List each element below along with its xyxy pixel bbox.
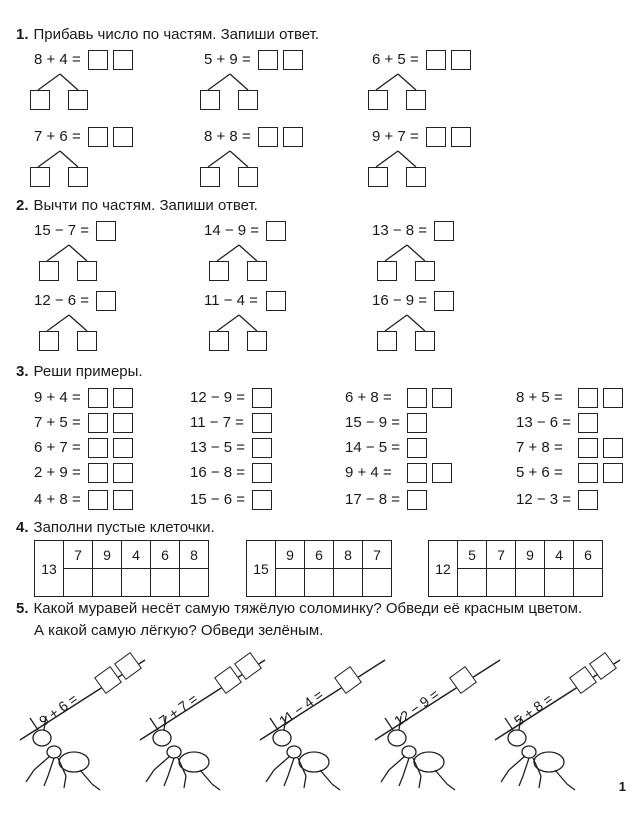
split-line-right <box>398 74 416 90</box>
split-line-right <box>69 245 87 261</box>
ant-icon <box>146 716 220 790</box>
answer-box[interactable] <box>88 413 108 433</box>
table-value-cell: 6 <box>151 541 180 569</box>
table-value-cell: 4 <box>122 541 151 569</box>
task1-number: 1. <box>16 26 29 43</box>
answer-box[interactable] <box>88 463 108 483</box>
task2-expression: 11 − 4 = <box>204 292 258 309</box>
task3-expression: 7 + 5 = <box>34 414 81 431</box>
answer-box[interactable] <box>88 438 108 458</box>
answer-box[interactable] <box>603 438 623 458</box>
ant-expression: 9 + 6 = <box>36 690 81 729</box>
answer-box[interactable] <box>407 490 427 510</box>
table-value-cell: 7 <box>64 541 93 569</box>
answer-box[interactable] <box>252 388 272 408</box>
task3-expression: 12 − 9 = <box>190 389 246 406</box>
table-value-cell: 7 <box>487 541 516 569</box>
task3-expression: 9 + 4 = <box>34 389 81 406</box>
answer-box[interactable] <box>451 50 471 70</box>
table-value-cell: 5 <box>458 541 487 569</box>
task1-expression: 7 + 6 = <box>34 128 81 145</box>
split-part-box[interactable] <box>30 167 50 187</box>
answer-box[interactable] <box>96 221 116 241</box>
answer-box[interactable] <box>113 50 133 70</box>
split-part-box[interactable] <box>406 90 426 110</box>
split-line-left <box>208 151 230 167</box>
split-part-box[interactable] <box>30 90 50 110</box>
split-line-left <box>38 74 60 90</box>
task1-expression: 5 + 9 = <box>204 51 251 68</box>
ant-icon <box>26 716 100 790</box>
answer-box[interactable] <box>432 463 452 483</box>
split-line-left <box>208 74 230 90</box>
split-line-left <box>385 245 407 261</box>
split-line-left <box>217 245 239 261</box>
answer-box[interactable] <box>407 413 427 433</box>
split-line-right <box>69 315 87 331</box>
answer-box[interactable] <box>113 413 133 433</box>
split-line-right <box>407 315 425 331</box>
answer-box[interactable] <box>113 463 133 483</box>
answer-box[interactable] <box>266 291 286 311</box>
task3-expression: 14 − 5 = <box>345 439 401 456</box>
table-lead-number: 13 <box>35 541 64 597</box>
answer-box[interactable] <box>578 388 598 408</box>
split-part-box[interactable] <box>77 331 97 351</box>
answer-box[interactable] <box>88 127 108 147</box>
answer-box[interactable] <box>88 388 108 408</box>
task3-expression: 7 + 8 = <box>516 439 563 456</box>
task2-expression: 16 − 9 = <box>372 292 428 309</box>
split-line-right <box>230 74 248 90</box>
answer-box[interactable] <box>283 50 303 70</box>
split-part-box[interactable] <box>77 261 97 281</box>
answer-box[interactable] <box>252 438 272 458</box>
answer-box[interactable] <box>603 388 623 408</box>
split-line-right <box>239 245 257 261</box>
task3-expression: 6 + 8 = <box>345 389 392 406</box>
answer-box[interactable] <box>578 413 598 433</box>
split-line-left <box>217 315 239 331</box>
answer-box[interactable] <box>578 463 598 483</box>
table-value-cell: 9 <box>93 541 122 569</box>
answer-box[interactable] <box>258 50 278 70</box>
split-line-right <box>398 151 416 167</box>
task3-expression: 17 − 8 = <box>345 491 401 508</box>
task5-number: 5. <box>16 600 29 617</box>
task2-expression: 14 − 9 = <box>204 222 260 239</box>
answer-box[interactable] <box>88 50 108 70</box>
table-value-cell: 8 <box>334 541 363 569</box>
task5-line2: А какой самую лёгкую? Обведи зелёным. <box>34 622 324 639</box>
task3-expression: 16 − 8 = <box>190 464 246 481</box>
answer-box[interactable] <box>252 413 272 433</box>
task2-expression: 13 − 8 = <box>372 222 428 239</box>
task3-expression: 13 − 5 = <box>190 439 246 456</box>
split-part-box[interactable] <box>68 167 88 187</box>
split-part-box[interactable] <box>406 167 426 187</box>
table-value-cell: 9 <box>276 541 305 569</box>
task3-expression: 15 − 9 = <box>345 414 401 431</box>
task3-expression: 4 + 8 = <box>34 491 81 508</box>
task1-expression: 8 + 4 = <box>34 51 81 68</box>
answer-box[interactable] <box>426 50 446 70</box>
task3-expression: 12 − 3 = <box>516 491 572 508</box>
table-value-cell: 7 <box>363 541 392 569</box>
split-line-left <box>376 74 398 90</box>
ant-expression: 12 − 9 = <box>391 685 442 729</box>
split-line-left <box>385 315 407 331</box>
table-lead-number: 12 <box>429 541 458 597</box>
task3-expression: 9 + 4 = <box>345 464 392 481</box>
task3-expression: 13 − 6 = <box>516 414 572 431</box>
task3-expression: 11 − 7 = <box>190 414 244 431</box>
answer-box[interactable] <box>432 388 452 408</box>
split-part-box[interactable] <box>247 261 267 281</box>
table-value-cell: 8 <box>180 541 209 569</box>
answer-box[interactable] <box>407 463 427 483</box>
answer-box[interactable] <box>96 291 116 311</box>
answer-box[interactable] <box>113 388 133 408</box>
split-line-right <box>60 74 78 90</box>
table-value-cell: 4 <box>545 541 574 569</box>
task4-text: Заполни пустые клеточки. <box>33 519 215 536</box>
answer-box[interactable] <box>451 127 471 147</box>
answer-box[interactable] <box>113 127 133 147</box>
task3-expression: 2 + 9 = <box>34 464 81 481</box>
task3-text: Реши примеры. <box>33 363 143 380</box>
answer-box[interactable] <box>252 463 272 483</box>
task1-expression: 9 + 7 = <box>372 128 419 145</box>
task1-text: Прибавь число по частям. Запиши ответ. <box>33 26 319 43</box>
answer-box[interactable] <box>283 127 303 147</box>
split-part-box[interactable] <box>39 261 59 281</box>
split-line-left <box>47 245 69 261</box>
table-value-cell: 9 <box>516 541 545 569</box>
answer-box[interactable] <box>578 490 598 510</box>
ant-icon <box>501 716 575 790</box>
answer-box[interactable] <box>603 463 623 483</box>
task3-expression: 5 + 6 = <box>516 464 563 481</box>
task4-number: 4. <box>16 519 29 536</box>
answer-box[interactable] <box>113 438 133 458</box>
answer-box[interactable] <box>258 127 278 147</box>
split-line-right <box>407 245 425 261</box>
split-line-left <box>38 151 60 167</box>
split-part-box[interactable] <box>247 331 267 351</box>
split-part-box[interactable] <box>39 331 59 351</box>
split-part-box[interactable] <box>209 261 229 281</box>
split-part-box[interactable] <box>377 331 397 351</box>
split-line-left <box>47 315 69 331</box>
answer-box[interactable] <box>407 438 427 458</box>
answer-box[interactable] <box>266 221 286 241</box>
ant-expression: 7 + 7 = <box>156 690 201 729</box>
answer-box[interactable] <box>578 438 598 458</box>
split-part-box[interactable] <box>209 331 229 351</box>
task3-number: 3. <box>16 363 29 380</box>
task1-expression: 6 + 5 = <box>372 51 419 68</box>
task2-expression: 12 − 6 = <box>34 292 90 309</box>
table-value-cell: 6 <box>574 541 603 569</box>
task2-expression: 15 − 7 = <box>34 222 90 239</box>
split-line-right <box>230 151 248 167</box>
task5-line1: Какой муравей несёт самую тяжёлую соломинку? Обведи её красным цветом. <box>33 600 583 617</box>
split-part-box[interactable] <box>415 261 435 281</box>
answer-box[interactable] <box>434 291 454 311</box>
page-number: 1 <box>618 779 626 794</box>
split-part-box[interactable] <box>377 261 397 281</box>
task3-expression: 15 − 6 = <box>190 491 246 508</box>
answer-box[interactable] <box>252 490 272 510</box>
split-line-right <box>239 315 257 331</box>
ant-expression: 5 + 8 = <box>511 690 556 729</box>
split-line-left <box>376 151 398 167</box>
split-part-box[interactable] <box>200 167 220 187</box>
task1-expression: 8 + 8 = <box>204 128 251 145</box>
split-part-box[interactable] <box>238 167 258 187</box>
task3-expression: 8 + 5 = <box>516 389 563 406</box>
split-line-right <box>60 151 78 167</box>
answer-box[interactable] <box>88 490 108 510</box>
split-part-box[interactable] <box>68 90 88 110</box>
split-part-box[interactable] <box>200 90 220 110</box>
split-part-box[interactable] <box>415 331 435 351</box>
task3-expression: 6 + 7 = <box>34 439 81 456</box>
answer-box[interactable] <box>434 221 454 241</box>
ant-icon <box>266 716 340 790</box>
split-part-box[interactable] <box>238 90 258 110</box>
table-value-cell: 6 <box>305 541 334 569</box>
ant-icon <box>381 716 455 790</box>
split-part-box[interactable] <box>368 90 388 110</box>
split-part-box[interactable] <box>368 167 388 187</box>
task2-text: Вычти по частям. Запиши ответ. <box>33 197 258 214</box>
answer-box[interactable] <box>426 127 446 147</box>
ant-expression: 11 − 4 = <box>276 686 327 729</box>
task2-number: 2. <box>16 197 29 214</box>
answer-box[interactable] <box>113 490 133 510</box>
table-lead-number: 15 <box>247 541 276 597</box>
answer-box[interactable] <box>407 388 427 408</box>
